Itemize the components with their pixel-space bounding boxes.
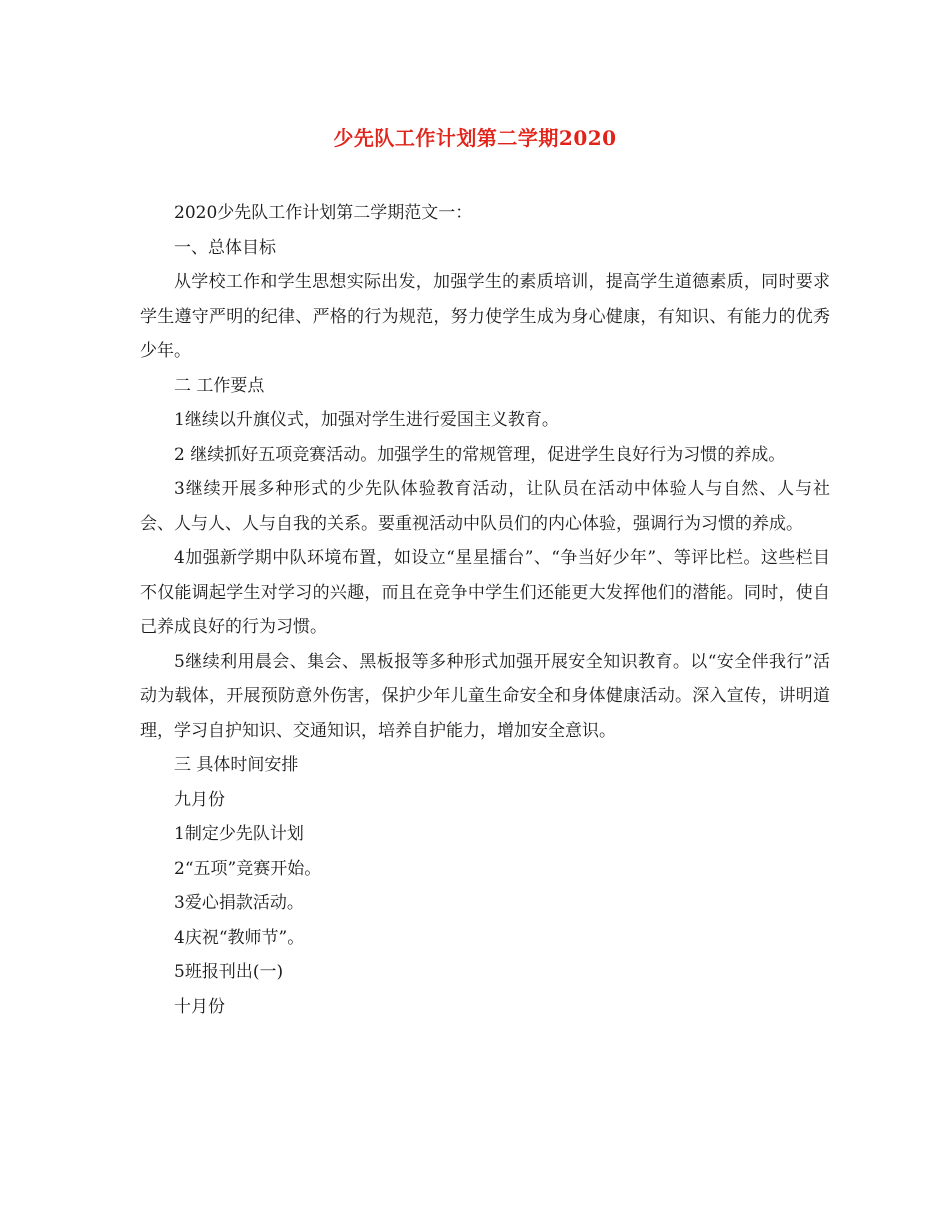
september-item-1: 1制定少先队计划 xyxy=(174,824,304,844)
month-september: 九月份 xyxy=(174,789,225,810)
paragraph-goals: 从学校工作和学生思想实际出发，加强学生的素质培训，提高学生道德素质，同时要求学生遵守严明的纪律、严格的行为规范，努力使学生成为身心健康，有知识、有能力的优秀少年。 xyxy=(140,272,830,361)
key-point-2: 2 继续抓好五项竞赛活动。加强学生的常规管理，促进学生良好行为习惯的养成。 xyxy=(174,444,786,465)
key-point-1: 1继续以升旗仪式，加强对学生进行爱国主义教育。 xyxy=(174,410,559,430)
key-point-5: 5继续利用晨会、集会、黑板报等多种形式加强开展安全知识教育。以“安全伴我行”活动为载体，开展预防意外伤害，保护少年儿童生命安全和身体健康活动。深入宣传，讲明道理，学习自护知识、交通知识，培养自护能力，增加安全意识。 xyxy=(140,651,830,741)
key-point-4: 4加强新学期中队环境布置，如设立“星星擂台”、“争当好少年”、等评比栏。这些栏目不仅能调起学生对学习的兴趣，而且在竞争中学生们还能更大发挥他们的潜能。同时，使自己养成良好的行为习惯。 xyxy=(140,548,830,637)
september-item-2: 2“五项”竞赛开始。 xyxy=(174,858,322,879)
september-item-5: 5班报刊出(一) xyxy=(174,962,284,982)
document-body xyxy=(140,196,830,1024)
key-point-3: 3继续开展多种形式的少先队体验教育活动，让队员在活动中体验人与自然、人与社会、人与人、人与自我的关系。要重视活动中队员们的内心体验，强调行为习惯的养成。 xyxy=(140,479,830,534)
section-heading-goals: 一、总体目标 xyxy=(174,237,276,258)
section-heading-key-points: 二 工作要点 xyxy=(174,375,265,396)
september-item-3: 3爱心捐款活动。 xyxy=(174,893,304,913)
intro-line: 2020少先队工作计划第二学期范文一： xyxy=(174,203,473,223)
section-heading-schedule: 三 具体时间安排 xyxy=(174,755,299,775)
document-title: 少先队工作计划第二学期2020 xyxy=(333,126,617,150)
month-october: 十月份 xyxy=(174,996,225,1017)
september-item-4: 4庆祝“教师节”。 xyxy=(174,927,305,948)
